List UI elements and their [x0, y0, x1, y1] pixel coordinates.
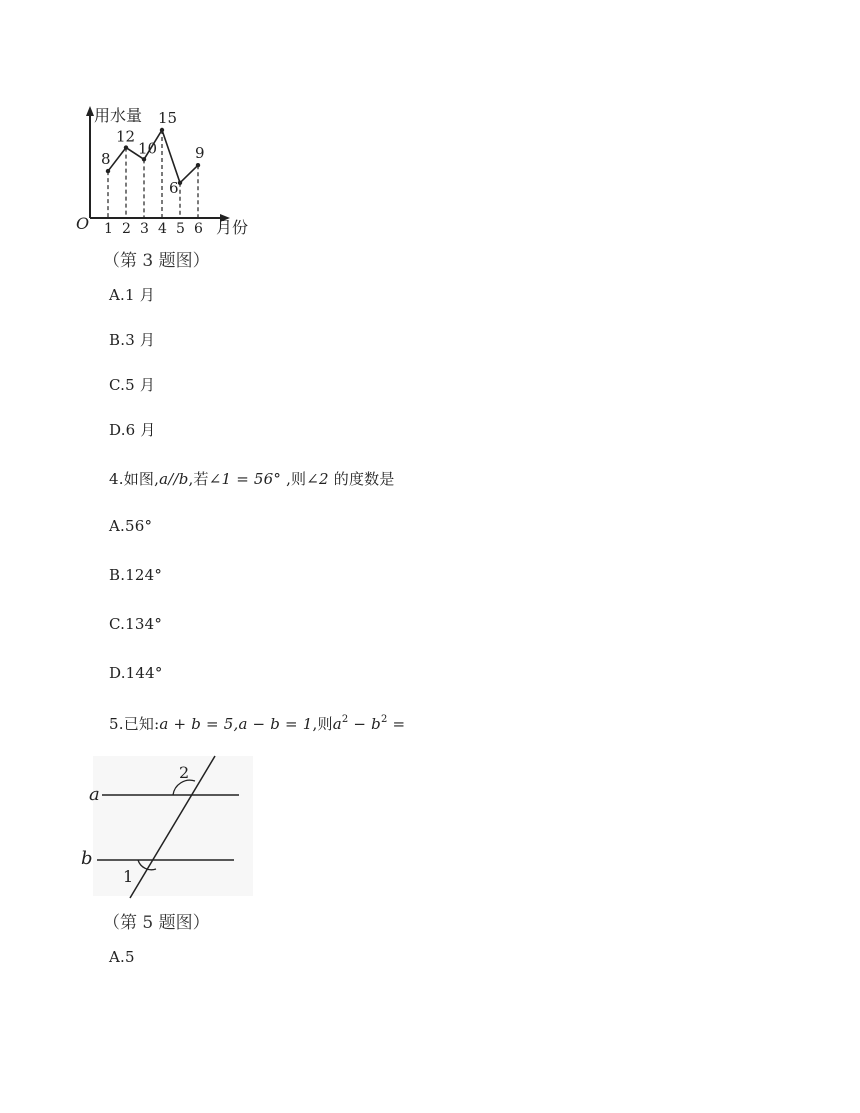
- label-1: 1: [123, 867, 134, 886]
- x-axis-label: 月份: [216, 218, 249, 237]
- data-label: 12: [116, 127, 136, 146]
- q5-stem-prefix: 5.已知:: [109, 715, 160, 733]
- q5-option-a: A.5: [109, 948, 135, 966]
- q5-math-minus-b: − b: [348, 715, 381, 733]
- q5-math-a: a: [332, 715, 342, 733]
- parallel-lines-figure: [75, 752, 255, 902]
- q4-option-c: C.134°: [109, 615, 163, 633]
- y-axis-label: 用水量: [94, 106, 143, 125]
- data-point: [160, 128, 164, 132]
- parallel-lines-svg: [75, 752, 255, 902]
- data-label: 15: [158, 109, 178, 127]
- x-tick-label: 1: [104, 221, 113, 237]
- x-tick-label: 5: [176, 221, 185, 237]
- q4-stem: [109, 468, 395, 489]
- x-tick-label: 3: [140, 221, 149, 237]
- q4-stem-suffix: 的度数是: [328, 470, 395, 488]
- x-tick-label: 6: [194, 221, 203, 237]
- water-usage-chart: [70, 100, 250, 240]
- q5-math-equals: =: [387, 715, 406, 733]
- label-a: a: [89, 784, 100, 805]
- label-2: 2: [179, 763, 190, 782]
- q4-stem-prefix: 4.如图,: [109, 470, 160, 488]
- q4-option-b: B.124°: [109, 566, 163, 584]
- figure2-caption: （第 5 题图）: [103, 913, 210, 933]
- x-tick-label: 4: [158, 221, 167, 237]
- figure1-caption: （第 3 题图）: [103, 251, 210, 271]
- data-label: 9: [195, 144, 205, 163]
- data-label: 6: [169, 178, 179, 197]
- chart-svg: [70, 100, 250, 240]
- q4-math-angle1: ∠1 = 56°: [208, 470, 282, 488]
- q3-option-a: A.1 月: [109, 286, 155, 304]
- x-tick-label: 2: [122, 221, 131, 237]
- q4-stem-mid: ,若: [188, 470, 209, 488]
- origin-label: O: [76, 214, 90, 233]
- q4-option-a: A.56°: [109, 517, 153, 535]
- data-point: [124, 145, 128, 149]
- data-point: [142, 157, 146, 161]
- data-point: [196, 163, 200, 167]
- data-label: 8: [101, 150, 111, 169]
- y-axis-arrow: [86, 106, 94, 116]
- q4-option-d: D.144°: [109, 664, 163, 682]
- q4-math-parallel: a//b: [159, 470, 189, 488]
- q4-stem-mid2: ,则: [281, 470, 307, 488]
- q5-exp-2: 2: [380, 714, 388, 725]
- label-b: b: [81, 848, 93, 869]
- q5-exp-1: 2: [341, 714, 349, 725]
- data-label: 10: [138, 139, 158, 158]
- data-point: [106, 169, 110, 173]
- q4-math-angle2: ∠2: [306, 470, 329, 488]
- q5-math-equations: a + b = 5,a − b = 1: [159, 715, 313, 733]
- q5-stem: [109, 713, 405, 734]
- q3-option-d: D.6 月: [109, 421, 156, 439]
- q3-option-c: C.5 月: [109, 376, 156, 394]
- q5-stem-mid: ,则: [312, 715, 333, 733]
- q3-option-b: B.3 月: [109, 331, 156, 349]
